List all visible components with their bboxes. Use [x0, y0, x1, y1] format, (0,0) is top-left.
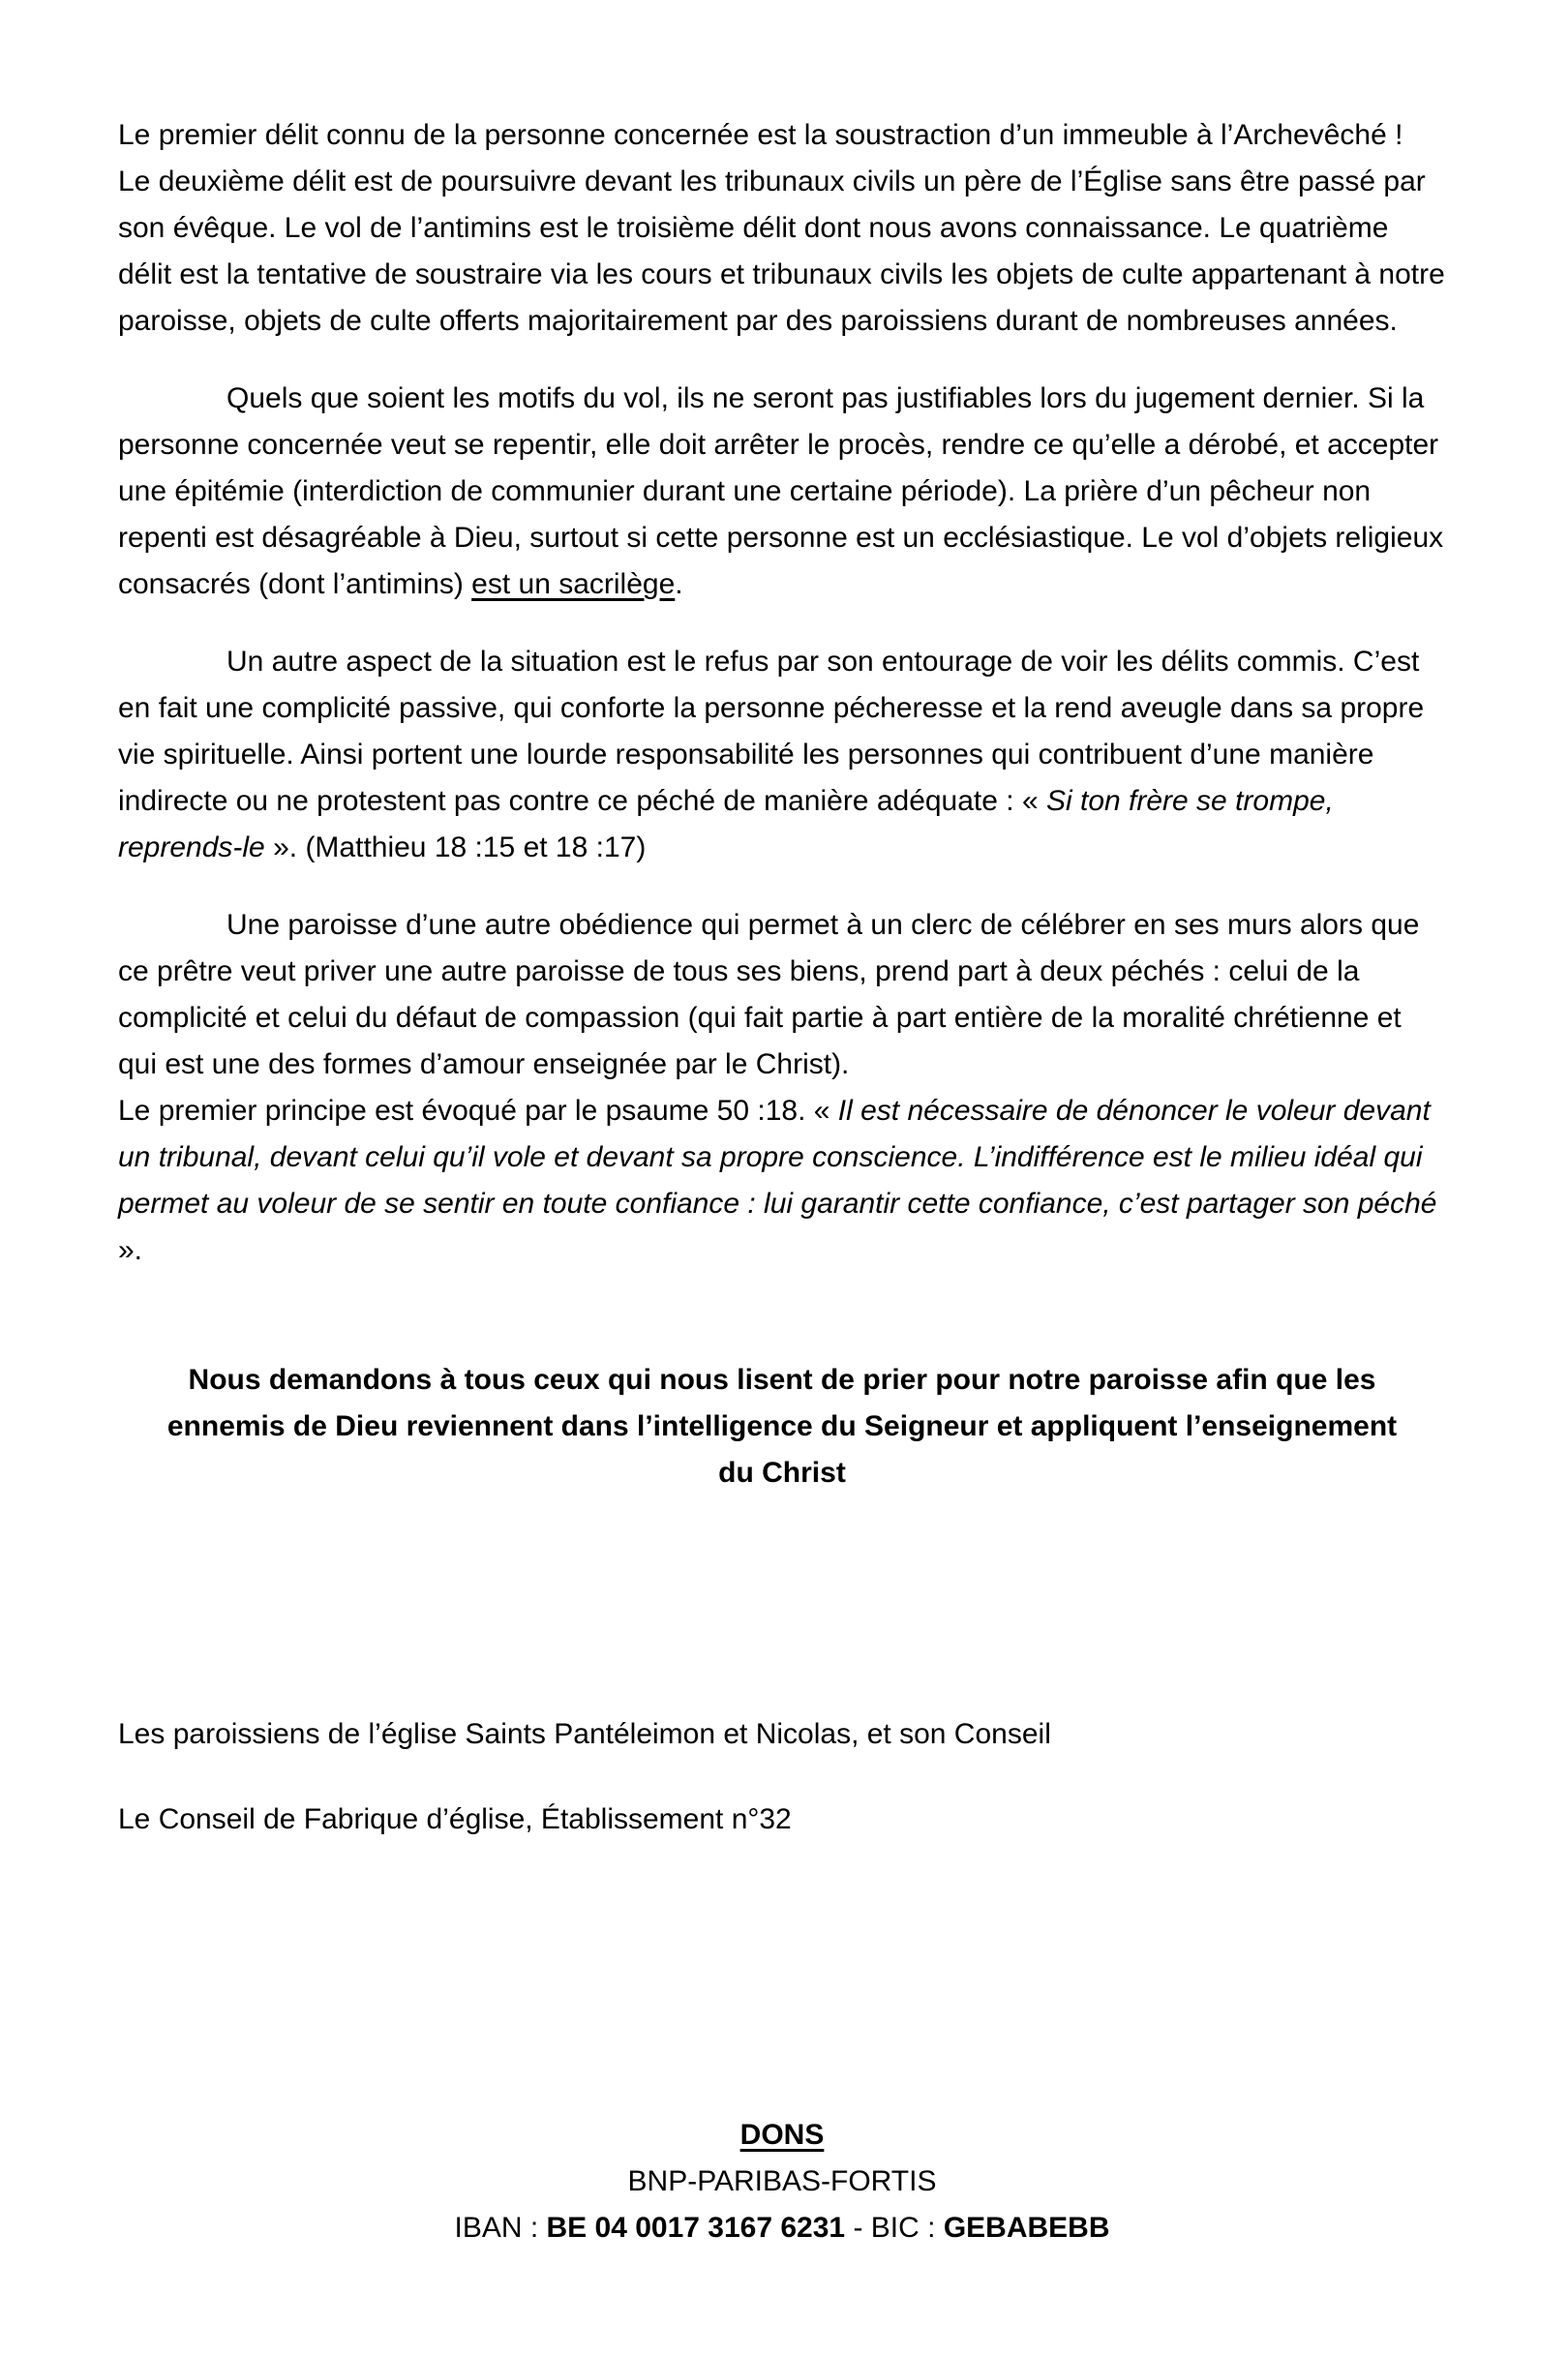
psalm-intro-text: Le premier principe est évoqué par le psaume 50 :18. « [118, 1095, 838, 1127]
signature-parishioners: Les paroissiens de l’église Saints Pantéleimon et Nicolas, et son Conseil [118, 1718, 1051, 1750]
paragraph-repentance [118, 376, 1446, 608]
paragraph-offenses: Le premier délit connu de la personne concernée est la soustraction d’un immeuble à l’Archevêché ! Le deuxième délit est de poursuivre devant les tribunaux civils un père de l’Église sans être passé par son évêque. Le vol de l’antimins est le troisième délit dont nous avons connaissance. Le quatrième délit est la tentative de soustraire via les cours et tribunaux civils les objets de culte appartenant à notre paroisse, objets de culte offerts majoritairement par des paroissiens durant de nombreuses années. [118, 119, 1445, 337]
psalm-quote-end: ». [118, 1234, 143, 1266]
paragraph-complicity [118, 639, 1446, 871]
paragraph-complicity-end: ». (Matthieu 18 :15 et 18 :17) [264, 831, 647, 863]
paragraph-repentance-text: Quels que soient les motifs du vol, ils ne seront pas justifiables lors du jugement dernier. Si la personne concernée veut se repentir, elle doit arrêter le procès, rendre ce qu’elle a dérobé, et accepter une épitémie (interdiction de communier durant une certaine période). La prière d’un pêcheur non repenti est désagréable à Dieu, surtout si cette personne est un ecclésiastique. Le vol d’objets religieux consacrés (dont l’antimins) [118, 382, 1444, 600]
paragraph-other-parish [118, 902, 1446, 1274]
quote-matthew: Si ton frère se trompe, reprends-le [118, 785, 1334, 863]
iban-label: IBAN : [454, 2212, 547, 2244]
underlined-sacrilege-phrase: est un sacrilège [471, 568, 676, 600]
paragraph-other-parish-text: Une paroisse d’une autre obédience qui permet à un clerc de célébrer en ses murs alors que ce prêtre veut priver une autre paroisse de tous ses biens, prend part à deux péchés : celui de la complicité et celui du défaut de compassion (qui fait partie à part entière de la moralité chrétienne et qui est une des formes d’amour enseignée par le Christ). [118, 909, 1420, 1080]
donations-section [118, 2112, 1446, 2251]
prayer-appeal-line-2: ennemis de Dieu reviennent dans l’intelligence du Seigneur et appliquent l’enseignement [166, 1410, 1398, 1442]
donations-title-row [118, 2112, 1446, 2159]
paragraph-repentance-end: . [675, 568, 683, 600]
bank-name: BNP-PARIBAS-FORTIS [627, 2165, 937, 2197]
prayer-appeal [118, 1357, 1446, 1496]
bic-value: GEBABEBB [943, 2212, 1110, 2244]
signature-council: Le Conseil de Fabrique d’église, Établissement n°32 [118, 1803, 792, 1835]
donations-title: DONS [739, 2119, 825, 2151]
bic-label: - BIC : [845, 2212, 944, 2244]
bank-details-line [118, 2205, 1446, 2251]
prayer-appeal-line-3: du Christ [718, 1457, 846, 1489]
iban-value: BE 04 0017 3167 6231 [546, 2212, 846, 2244]
quote-psalm: Il est nécessaire de dénoncer le voleur devant un tribunal, devant celui qu’il vole et devant sa propre conscience. L’indifférence est le milieu idéal qui permet au voleur de se sentir en toute confiance : lui garantir cette confiance, c’est partager son péché [118, 1095, 1437, 1220]
prayer-appeal-line-1: Nous demandons à tous ceux qui nous lisent de prier pour notre paroisse afin que les [188, 1364, 1376, 1396]
paragraph-complicity-text: Un autre aspect de la situation est le refus par son entourage de voir les délits commis. C’est en fait une complicité passive, qui conforte la personne pécheresse et la rend aveugle dans sa propre vie spirituelle. Ainsi portent une lourde responsabilité les personnes qui contribuent d’une manière indirecte ou ne protestent pas contre ce péché de manière adéquate : « [118, 646, 1425, 817]
